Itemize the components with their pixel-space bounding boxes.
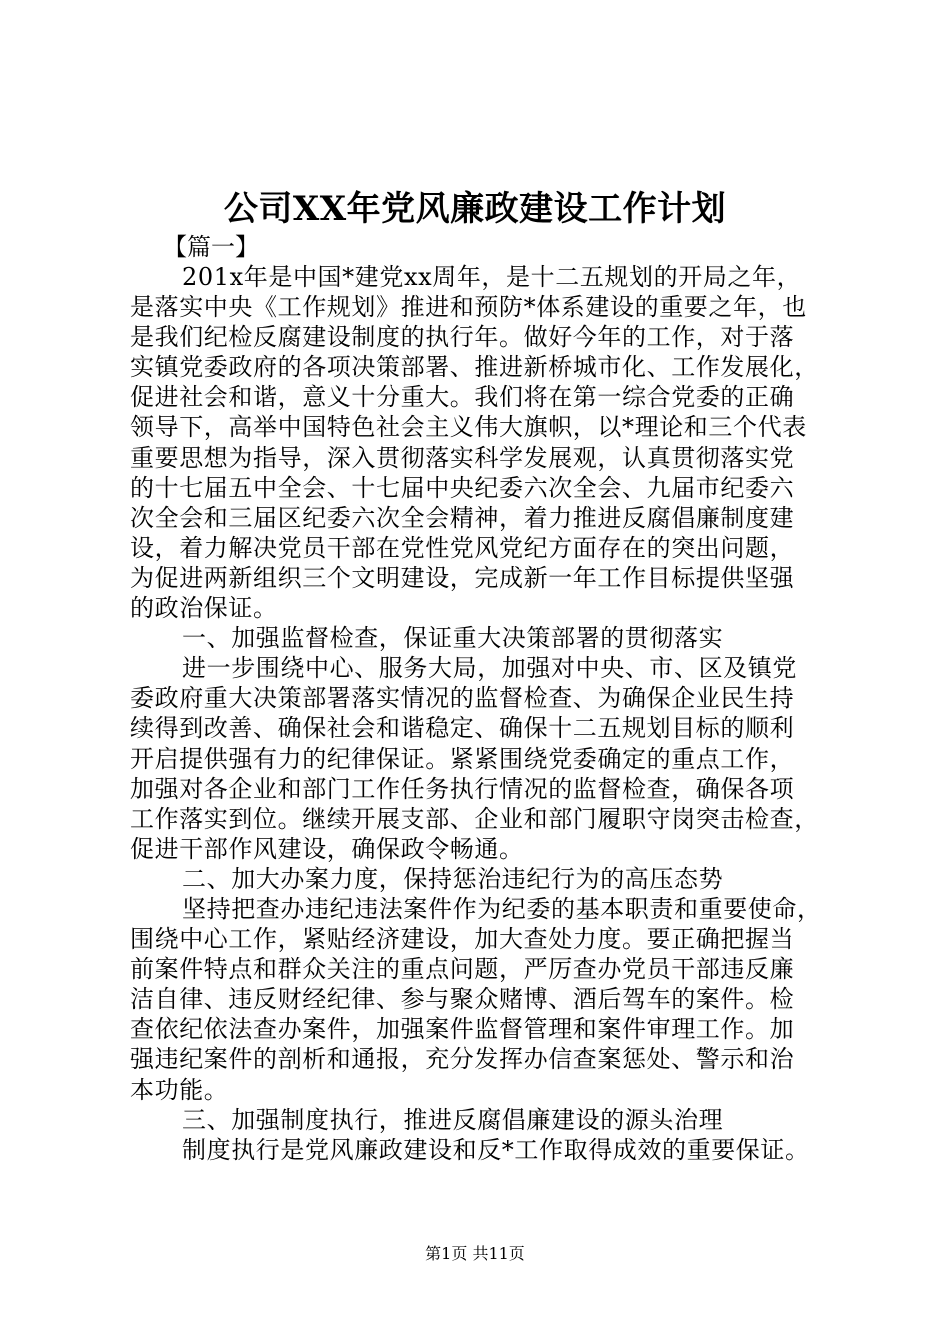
text-line: 前案件特点和群众关注的重点问题，严厉查办党员干部违反廉 <box>130 955 795 984</box>
text-line: 次全会和三届区纪委六次全会精神，着力推进反腐倡廉制度建 <box>130 503 795 532</box>
text-line: 制度执行是党风廉政建设和反*工作取得成效的重要保证。 <box>182 1135 810 1164</box>
text-line: 为促进两新组织三个文明建设，完成新一年工作目标提供坚强 <box>130 563 795 592</box>
text-line: 一、加强监督检查，保证重大决策部署的贯彻落实 <box>182 624 724 653</box>
text-line: 是落实中央《工作规划》推进和预防*体系建设的重要之年，也 <box>130 293 807 322</box>
document-body <box>130 262 830 1165</box>
text-line: 201x年是中国*建党xx周年，是十二五规划的开局之年， <box>182 263 802 291</box>
text-line: 续得到改善、确保社会和谐稳定、确保十二五规划目标的顺利 <box>130 714 795 743</box>
text-line: 领导下，高举中国特色社会主义伟大旗帜，以*理论和三个代表 <box>130 413 807 442</box>
text-line: 本功能。 <box>130 1075 229 1104</box>
text-line: 重要思想为指导，深入贯彻落实科学发展观，认真贯彻落实党 <box>130 443 795 472</box>
text-line: 二、加大办案力度，保持惩治违纪行为的高压态势 <box>182 864 724 893</box>
document-title: 公司XX年党风廉政建设工作计划 <box>223 189 727 229</box>
text-line: 加强对各企业和部门工作任务执行情况的监督检查，确保各项 <box>130 774 795 803</box>
text-line: 是我们纪检反腐建设制度的执行年。做好今年的工作，对于落 <box>130 323 795 352</box>
text-line: 进一步围绕中心、服务大局，加强对中央、市、区及镇党 <box>182 654 797 683</box>
text-line: 洁自律、违反财经纪律、参与聚众赌博、酒后驾车的案件。检 <box>130 985 795 1014</box>
text-line: 围绕中心工作，紧贴经济建设，加大查处力度。要正确把握当 <box>130 925 795 954</box>
text-line: 促进社会和谐，意义十分重大。我们将在第一综合党委的正确 <box>130 383 795 412</box>
text-line: 促进干部作风建设，确保政令畅通。 <box>130 834 524 863</box>
text-line: 实镇党委政府的各项决策部署、推进新桥城市化、工作发展化， <box>130 353 819 382</box>
text-line: 强违纪案件的剖析和通报，充分发挥办信查案惩处、警示和治 <box>130 1045 795 1074</box>
page-footer: 第1页 共11页 <box>425 1244 525 1263</box>
text-line: 的政治保证。 <box>130 594 278 623</box>
text-line: 设，着力解决党员干部在党性党风党纪方面存在的突出问题， <box>130 533 795 562</box>
text-line: 工作落实到位。继续开展支部、企业和部门履职守岗突击检查， <box>130 804 819 833</box>
text-line: 三、加强制度执行，推进反腐倡廉建设的源头治理 <box>182 1105 724 1134</box>
text-line: 委政府重大决策部署落实情况的监督检查、为确保企业民生持 <box>130 684 795 713</box>
text-line: 坚持把查办违纪违法案件作为纪委的基本职责和重要使命， <box>182 894 822 923</box>
text-line: 的十七届五中全会、十七届中央纪委六次全会、九届市纪委六 <box>130 473 795 502</box>
section-label: 【篇一】 <box>163 233 259 261</box>
text-line: 查依纪依法查办案件，加强案件监督管理和案件审理工作。加 <box>130 1015 795 1044</box>
text-line: 开启提供强有力的纪律保证。紧紧围绕党委确定的重点工作， <box>130 744 795 773</box>
